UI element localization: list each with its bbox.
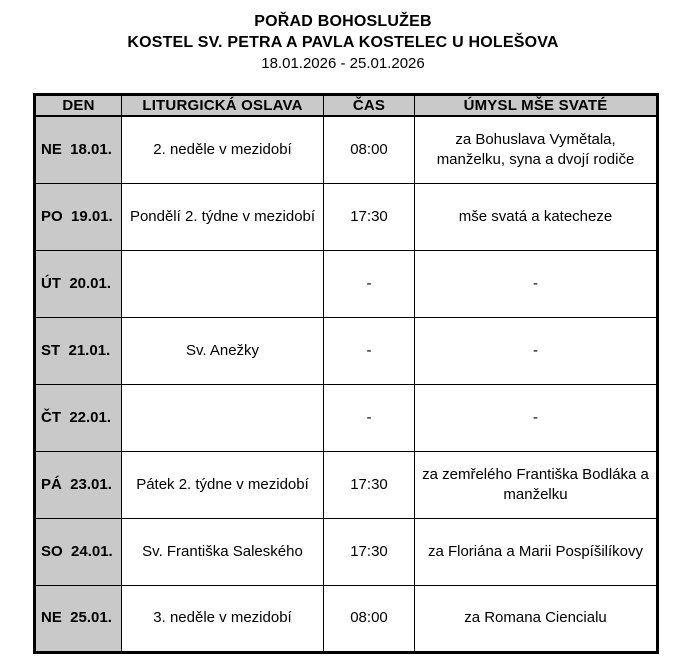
time-cell: 17:30 [324,518,415,585]
mass-intention-cell: - [415,250,658,317]
mass-intention-cell: za Floriána a Marii Pospíšilíkovy [415,518,658,585]
table-row [35,116,658,183]
table-header-row [35,95,658,117]
schedule-table-body [35,116,658,652]
time-cell: 17:30 [324,451,415,518]
mass-intention-cell: mše svatá a katecheze [415,183,658,250]
column-header-intention: ÚMYSL MŠE SVATÉ [415,95,658,117]
day-cell: PO 19.01. [35,183,122,250]
mass-intention-cell: za Bohuslava Vymětala, manželku, syna a dvojí rodiče [415,116,658,183]
title-block [0,0,686,74]
liturgical-celebration-cell: Sv. Anežky [122,317,324,384]
day-cell: PÁ 23.01. [35,451,122,518]
table-row [35,585,658,652]
schedule-table [33,93,659,654]
time-cell: - [324,317,415,384]
liturgical-celebration-cell: Sv. Františka Saleského [122,518,324,585]
table-row [35,317,658,384]
time-cell: - [324,250,415,317]
table-row [35,384,658,451]
time-cell: 08:00 [324,585,415,652]
liturgical-celebration-cell: 2. neděle v mezidobí [122,116,324,183]
day-cell: ČT 22.01. [35,384,122,451]
mass-intention-cell: - [415,384,658,451]
liturgical-celebration-cell [122,250,324,317]
column-header-liturgical: LITURGICKÁ OSLAVA [122,95,324,117]
table-row [35,250,658,317]
liturgical-celebration-cell: 3. neděle v mezidobí [122,585,324,652]
mass-intention-cell: za Romana Ciencialu [415,585,658,652]
liturgical-celebration-cell: Pondělí 2. týdne v mezidobí [122,183,324,250]
table-row [35,451,658,518]
mass-intention-cell: za zemřelého Františka Bodláka a manželku [415,451,658,518]
liturgical-celebration-cell [122,384,324,451]
document-title: POŘAD BOHOSLUŽEB [254,13,432,30]
time-cell: 17:30 [324,183,415,250]
table-row [35,183,658,250]
day-cell: NE 18.01. [35,116,122,183]
time-cell: 08:00 [324,116,415,183]
column-header-den: DEN [35,95,122,117]
day-cell: SO 24.01. [35,518,122,585]
day-cell: NE 25.01. [35,585,122,652]
date-range: 18.01.2026 - 25.01.2026 [261,55,425,72]
day-cell: ÚT 20.01. [35,250,122,317]
column-header-time: ČAS [324,95,415,117]
day-cell: ST 21.01. [35,317,122,384]
mass-intention-cell: - [415,317,658,384]
document-subtitle: KOSTEL SV. PETRA A PAVLA KOSTELEC U HOLEŠOVA [127,34,559,51]
table-row [35,518,658,585]
time-cell: - [324,384,415,451]
liturgical-celebration-cell: Pátek 2. týdne v mezidobí [122,451,324,518]
